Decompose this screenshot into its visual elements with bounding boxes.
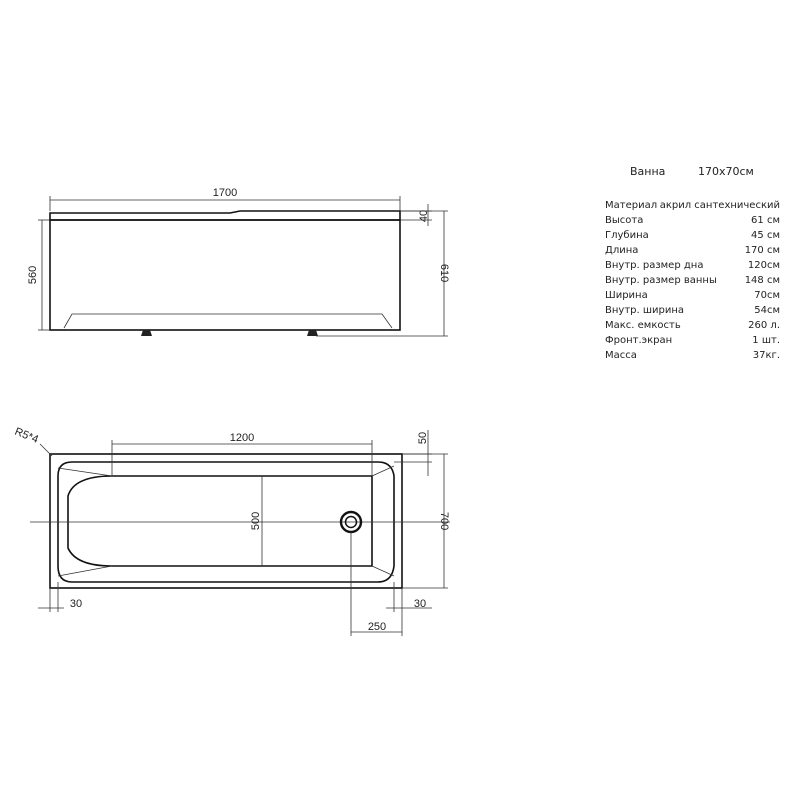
slope-line-tr <box>372 466 394 476</box>
spec-value: 148 см <box>744 275 780 286</box>
spec-label: Макс. емкость <box>605 320 681 331</box>
front-view <box>27 187 450 336</box>
spec-label: Длина <box>605 245 639 256</box>
spec-value: акрил сантехнический <box>659 200 780 211</box>
spec-label: Ширина <box>605 290 648 301</box>
dim-radius-label: R5*4 <box>12 425 41 446</box>
spec-value: 120см <box>747 260 780 271</box>
dim-floor-width-label: 500 <box>250 511 262 531</box>
dim-offset-label: 50 <box>417 431 429 445</box>
dim-drain-label: 250 <box>367 621 387 633</box>
dim-width-label: 700 <box>438 511 450 531</box>
spec-label: Внутр. размер дна <box>605 260 704 271</box>
front-screen <box>50 220 400 330</box>
spec-value: 45 см <box>751 230 780 241</box>
front-screen-recess <box>64 314 392 328</box>
dim-radius-leader <box>40 444 52 456</box>
spec-size: 170х70см <box>698 165 754 178</box>
top-view <box>13 426 450 636</box>
dim-length-label: 1700 <box>212 187 238 199</box>
spec-rows <box>605 200 780 361</box>
top-bowl-floor <box>68 476 372 566</box>
spec-value: 170 см <box>744 245 780 256</box>
right-foot <box>307 330 318 336</box>
dim-height-label: 560 <box>27 265 39 285</box>
spec-value: 61 см <box>751 215 780 226</box>
spec-value: 70см <box>754 290 780 301</box>
spec-label: Глубина <box>605 230 649 241</box>
spec-label: Фронт.экран <box>605 335 673 346</box>
spec-value: 54см <box>754 305 780 316</box>
spec-label: Внутр. ширина <box>605 305 685 316</box>
front-rim <box>50 211 400 220</box>
spec-label: Материал <box>605 200 658 211</box>
spec-table <box>605 165 780 361</box>
slope-line-tl <box>58 468 112 476</box>
dim-overall-label: 610 <box>438 263 450 283</box>
left-foot <box>141 330 152 336</box>
dim-edge-right-label: 30 <box>413 598 427 610</box>
spec-label: Масса <box>605 350 637 361</box>
spec-label: Внутр. размер ванны <box>605 275 717 286</box>
slope-line-br <box>372 566 394 576</box>
dim-edge-left-label: 30 <box>69 598 83 610</box>
spec-label: Высота <box>605 215 644 226</box>
dim-rim-label: 40 <box>418 209 430 223</box>
spec-title: Ванна <box>630 165 666 178</box>
dim-floor-length-label: 1200 <box>229 432 255 444</box>
spec-value: 1 шт. <box>752 335 780 346</box>
spec-value: 260 л. <box>748 320 780 331</box>
slope-line-bl <box>58 566 112 576</box>
spec-value: 37кг. <box>752 350 780 361</box>
